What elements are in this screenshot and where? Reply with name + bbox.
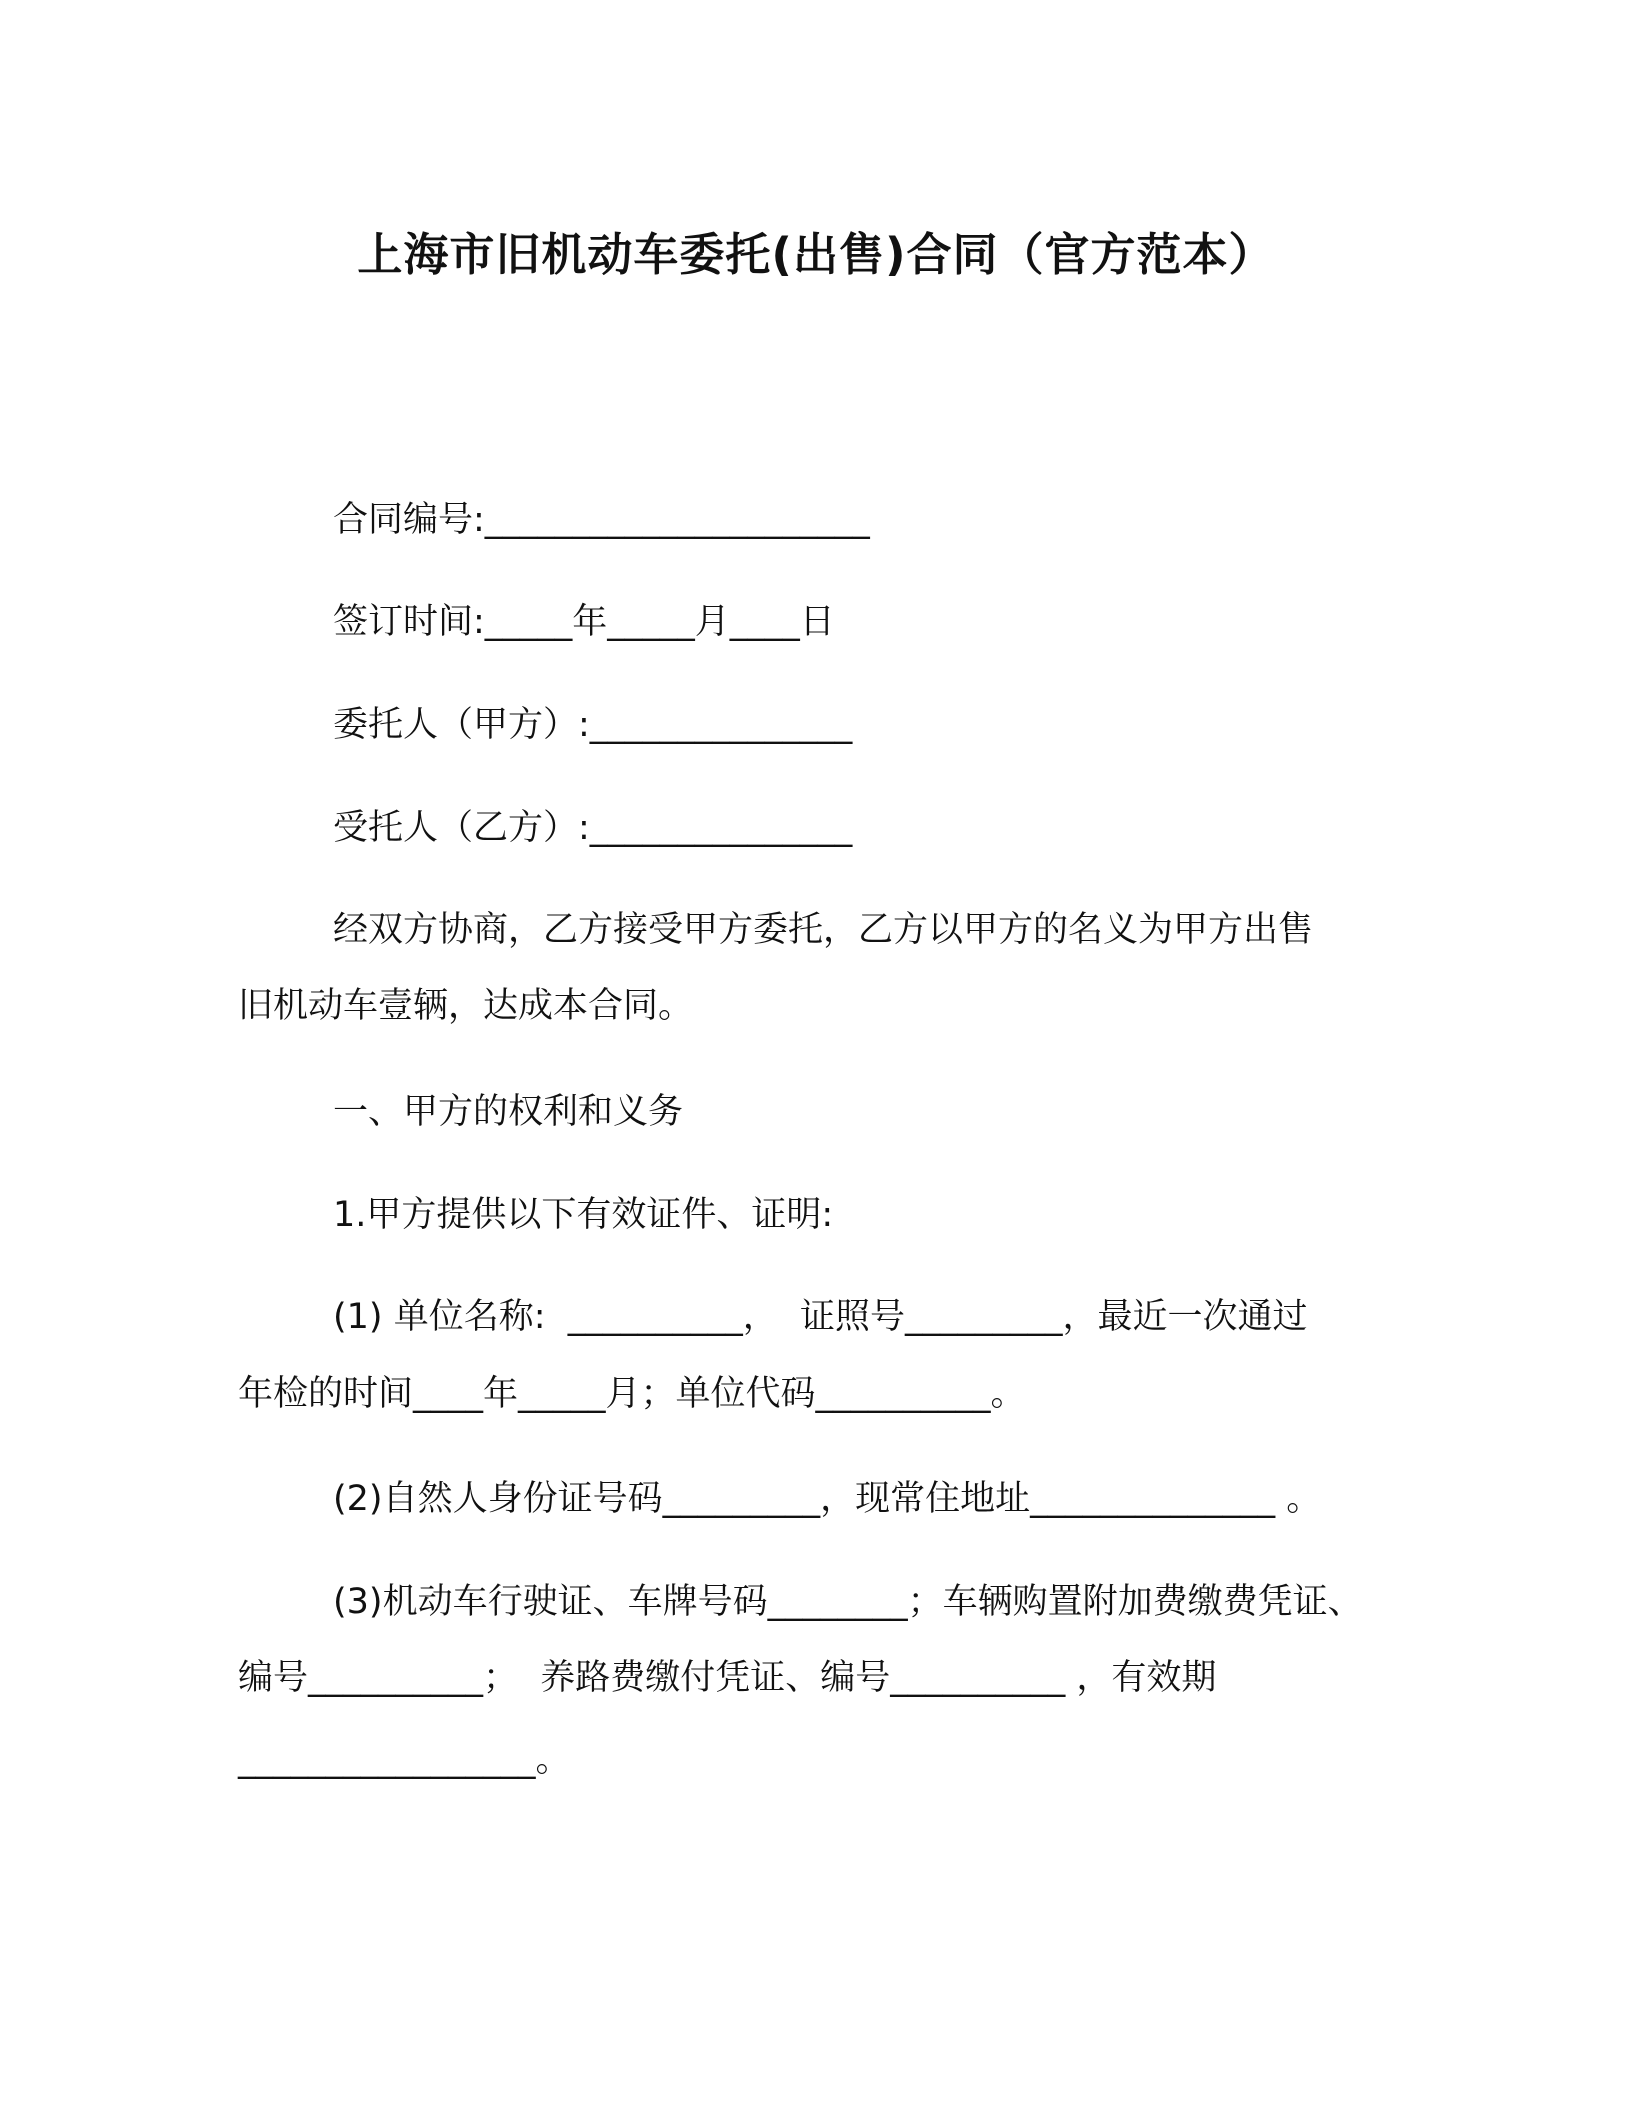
preamble-line-2: 旧机动车壹辆，达成本合同。 — [238, 986, 694, 1026]
party-a-line: 委托人（甲方）:_______________ — [333, 705, 853, 745]
item-2-line: (2)自然人身份证号码_________，现常住地址______________ 。 — [333, 1479, 1322, 1519]
item-3-line-1: (3)机动车行驶证、车牌号码________；车辆购置附加费缴费凭证、 — [333, 1582, 1363, 1622]
preamble-line-1: 经双方协商，乙方接受甲方委托，乙方以甲方的名义为甲方出售 — [333, 910, 1314, 950]
item-1-line-2: 年检的时间____年_____月；单位代码__________。 — [238, 1374, 1026, 1414]
item-1-line-1: (1) 单位名称: __________， 证照号_________，最近一次通过 — [333, 1297, 1308, 1337]
signing-date-line: 签订时间:_____年_____月____日 — [333, 602, 835, 642]
section-heading: 一、甲方的权利和义务 — [333, 1092, 684, 1132]
document-title: 上海市旧机动车委托(出售)合同（官方范本） — [357, 228, 1275, 281]
clause-1: 1.甲方提供以下有效证件、证明: — [333, 1195, 834, 1235]
item-3-line-2: 编号__________； 养路费缴付凭证、编号__________ ，有效期 — [238, 1658, 1217, 1698]
item-3-line-3: _________________。 — [238, 1740, 571, 1780]
party-b-line: 受托人（乙方）:_______________ — [333, 808, 853, 848]
contract-number-line: 合同编号:______________________ — [333, 500, 870, 540]
